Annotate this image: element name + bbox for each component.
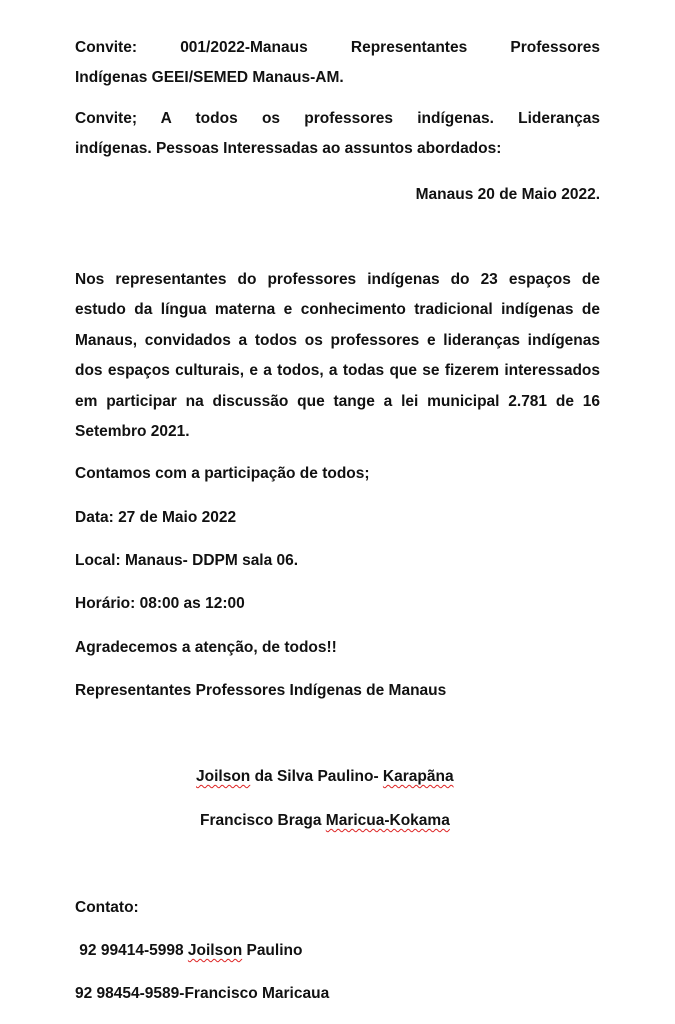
invitation-header-line-2: Indígenas GEEI/SEMED Manaus-AM. [75,69,344,86]
signature-organization: Representantes Professores Indígenas de Manaus [75,682,447,699]
signatory-1-last: Karapãna [382,768,454,785]
contact-2-number: 92 98454-9589-Francisco Maricaua [75,985,330,1002]
event-time: Horário: 08:00 as 12:00 [75,595,245,612]
thanks-line: Agradecemos a atenção, de todos!! [75,639,337,656]
invitation-addressees [75,104,600,164]
signatory-2 [200,806,500,836]
signatory-1-first: Joilson [196,768,251,785]
contact-1-number: 92 99414-5998 [75,942,188,959]
contact-line-2 [75,979,600,1009]
contact-label: Contato: [75,899,139,916]
closing-intro: Contamos com a participação de todos; [75,465,370,482]
place-and-date: Manaus 20 de Maio 2022. [415,186,600,203]
contact-1-name-rest: Paulino [242,942,303,959]
invitation-addressees-line-2: indígenas. Pessoas Interessadas ao assuntos abordados: [75,140,502,157]
invitation-header [75,33,600,93]
contact-line-1 [75,936,600,966]
signatory-1-rest: da Silva Paulino- [250,768,383,785]
invitation-addressees-line-1: Convite; A todos os professores indígenas. Lideranças [75,110,600,127]
event-location: Local: Manaus- DDPM sala 06. [75,552,299,569]
signatory-1 [196,762,496,792]
body-paragraph: Nos representantes do professores indígenas do 23 espaços de estudo da língua materna e conhecimento tradicional indígenas de Manaus, convidados a todos os professores e lideranças indígenas dos espaços culturais, e a todos, a todas que se fizerem interessados em participar na discussão que tange a lei municipal 2.781 de 16 Setembro 2021. [75,271,600,441]
contact-1-name-first: Joilson [187,942,243,959]
signatory-2-rest: Maricua-Kokama [325,812,450,829]
signatory-2-first: Francisco Braga [200,812,326,829]
invitation-header-line-1: Convite: 001/2022-Manaus Representantes Professores [75,39,600,56]
event-date: Data: 27 de Maio 2022 [75,509,237,526]
